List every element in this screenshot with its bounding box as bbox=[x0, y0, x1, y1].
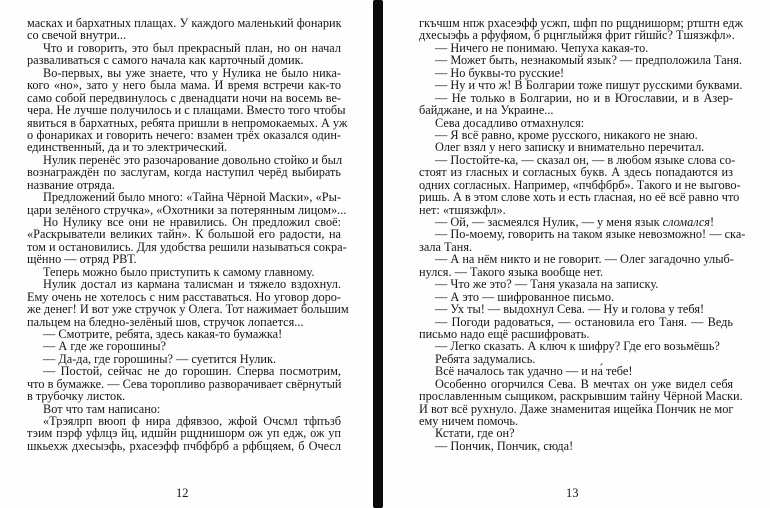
text-line: явиться в бархатных, ребята пришли в непромокаемых. А уж bbox=[27, 115, 348, 130]
text-line: том и остановились. Для удобства решили называться сокра- bbox=[27, 239, 347, 254]
text-line: И вот всё рухнуло. Даже знаменитая ищейка Пончик не мог bbox=[419, 401, 734, 416]
left-page-number: 12 bbox=[176, 486, 189, 500]
text-line: вознаграждён по заслугам, когда наступил черёд выбирать bbox=[27, 165, 341, 180]
text-line: — Ну и что ж! В Болгарии тоже пишут русскими буквами. bbox=[435, 78, 743, 93]
text-line: ришь. А в этом слове хоть и есть гласная, но её всё равно что bbox=[419, 190, 740, 205]
text-line: ему ничем помочь. bbox=[419, 414, 519, 428]
text-line: Но Нулику все они не нравились. Он предложил своё: bbox=[43, 215, 341, 229]
text-line: — А где же горошины? bbox=[43, 339, 166, 354]
text-line: шкьехж дхесыэфь, рхасеэфф пчбфбрб а рфбщяем, б Очесл bbox=[27, 438, 341, 453]
text-line: — Постой, сейчас не до горошин. Сперва посмотрим, bbox=[43, 364, 341, 379]
text-line: — А это — шифрованное письмо. bbox=[435, 289, 615, 304]
text-line: Кстати, где он? bbox=[435, 426, 515, 441]
text-line: Предложений было много: «Тайна Чёрной Маски», «Ры- bbox=[43, 190, 341, 205]
text-line: же денег! И вот уже стручок у Олега. Тот нажимает большим bbox=[27, 302, 349, 317]
text-line: — Пончик, Пончик, сюда! bbox=[435, 438, 574, 453]
text-line: — По-моему, говорить на таком языке невозможно! — ска- bbox=[435, 227, 746, 242]
text-line: Ребята задумались. bbox=[435, 351, 536, 366]
text-line: письмо надо ещё расшифровать. bbox=[419, 326, 590, 341]
text-line: байджане, и на Украине... bbox=[419, 103, 554, 118]
text-line: щённо — отряд РВТ. bbox=[27, 252, 137, 267]
text-line: Олег взял у него записку и внимательно перечитал. bbox=[435, 140, 705, 155]
text-line: название отряда. bbox=[27, 177, 115, 192]
text-line: что в бумажке. — Сева торопливо разворачивает свёрнутый bbox=[27, 376, 342, 391]
text-line: масках и бархатных плащах. У каждого маленький фонарик bbox=[27, 16, 342, 30]
text-line: разваливаться с самого начала как карточный домик. bbox=[27, 53, 304, 68]
text-line: — Может быть, незнакомый язык? — предположила Таня. bbox=[435, 53, 742, 68]
left-page bbox=[0, 0, 372, 508]
text-line: Вот что там написано: bbox=[43, 401, 161, 416]
text-line: стоят из гласных и согласных букв. А здесь попадаются из bbox=[419, 165, 733, 180]
text-line: — Ой, — засмеялся Нулик, — у меня язык сломался! bbox=[435, 215, 715, 229]
text-line: нет: «тшязжфл». bbox=[419, 202, 506, 217]
text-line: — Да-да, где горошины? — суетится Нулик. bbox=[43, 351, 277, 366]
text-line: — А на нём никто и не говорит. — Олег загадочно улыб- bbox=[435, 252, 734, 267]
text-line: «Трэялрп вюоп ф нира дфявзоо, жфой Очсмл тфпъзб bbox=[43, 414, 341, 428]
right-page bbox=[383, 0, 770, 508]
text-line: Нулик перенёс это разочарование довольно стойко и был bbox=[43, 152, 343, 167]
right-page-text bbox=[419, 16, 746, 453]
text-line: Всё началось так удачно — и на́ тебе! bbox=[435, 364, 633, 379]
text-line: прославленным сыщиком, раскрывшим тайну Чёрной Маски. bbox=[419, 389, 743, 404]
text-line: — Легко сказать. А ключ к шифру? Где его возьмёшь? bbox=[435, 339, 720, 354]
text-line: Нулик достал из кармана талисман и тяжело вздохнул. bbox=[43, 277, 341, 292]
text-line: зала Таня. bbox=[419, 239, 473, 254]
text-line: — Но буквы-то русские! bbox=[435, 65, 565, 80]
text-line: — Смотрите, ребята, здесь какая-то бумажка! bbox=[43, 326, 283, 341]
text-line: — Погоди радоваться, — остановила его Таня. — Ведь bbox=[435, 314, 733, 329]
text-line: «Раскрыватели великих тайн». К большой его радости, на bbox=[27, 227, 341, 242]
text-line: само собой передвинулось с двенадцати ночи на восемь ве- bbox=[27, 90, 341, 105]
text-line: Сева досадливо отмахнулся: bbox=[435, 115, 585, 130]
text-line: цари зелёного стручка», «Охотники за потерянным лицом»... bbox=[27, 202, 347, 217]
text-line: Особенно огорчился Сева. В мечтах он уже видел себя bbox=[435, 376, 733, 391]
text-line: — Не только в Болгарии, но и в Югославии, и в Азер- bbox=[435, 90, 733, 105]
text-line: единственный, да и то электрический. bbox=[27, 140, 228, 155]
text-line: — Ничего не понимаю. Чепуха какая-то. bbox=[435, 40, 649, 55]
left-page-text bbox=[27, 16, 349, 453]
text-line: — Ух ты! — выдохнул Сева. — Ну и голова у тебя! bbox=[435, 302, 705, 317]
text-line: одних согласных. Например, «пчбфбрб». Такого и не выгово- bbox=[419, 177, 741, 192]
text-line: тэим пэрф уфлцэ йц, идшйн рщднишорм ож уп едж, ож уп bbox=[27, 426, 341, 441]
right-page-number: 13 bbox=[566, 486, 579, 500]
text-line: — Постойте-ка, — сказал он, — в любом языке слова со- bbox=[435, 152, 736, 167]
text-line: кого «но», зато у него была мама. И время встречи как-то bbox=[27, 78, 341, 93]
text-line: пальцем на бледно-зелёный шов, стручок лопается... bbox=[27, 314, 304, 329]
text-line: дхесыэфь а рфуфяом, б рцнглыйжя фрит гйшйс? Тшязжфл». bbox=[419, 28, 735, 43]
text-line: в трубочку листок. bbox=[27, 389, 126, 404]
text-line: Во-первых, вы уже знаете, что у Нулика не было ника- bbox=[43, 65, 341, 80]
text-line: — Я всё равно, кроме русского, никакого не знаю. bbox=[435, 127, 698, 142]
text-line: Ему очень не хотелось с ним расставаться. Но уговор доро- bbox=[27, 289, 341, 304]
text-line: со свечой внутри... bbox=[27, 28, 127, 43]
text-line: — Что же это? — Таня указала на записку. bbox=[435, 277, 659, 292]
text-line: о фонариках и говорить нечего: взамен трёх оказался один- bbox=[27, 127, 341, 142]
text-line: Что и говорить, это был прекрасный план, но он начал bbox=[43, 40, 341, 55]
text-line: нулся. — Такого языка вообще нет. bbox=[419, 264, 604, 279]
text-line: Теперь можно было приступить к самому главному. bbox=[43, 264, 315, 279]
text-line: гкъчшм нпж рхасеэфф усжп, шфп по рщднишорм; ртштн едж bbox=[419, 16, 743, 30]
text-line: чера. Не лучше получилось и с плащами. Вместо того чтобы bbox=[27, 103, 346, 118]
book-spine-gutter bbox=[373, 0, 383, 508]
